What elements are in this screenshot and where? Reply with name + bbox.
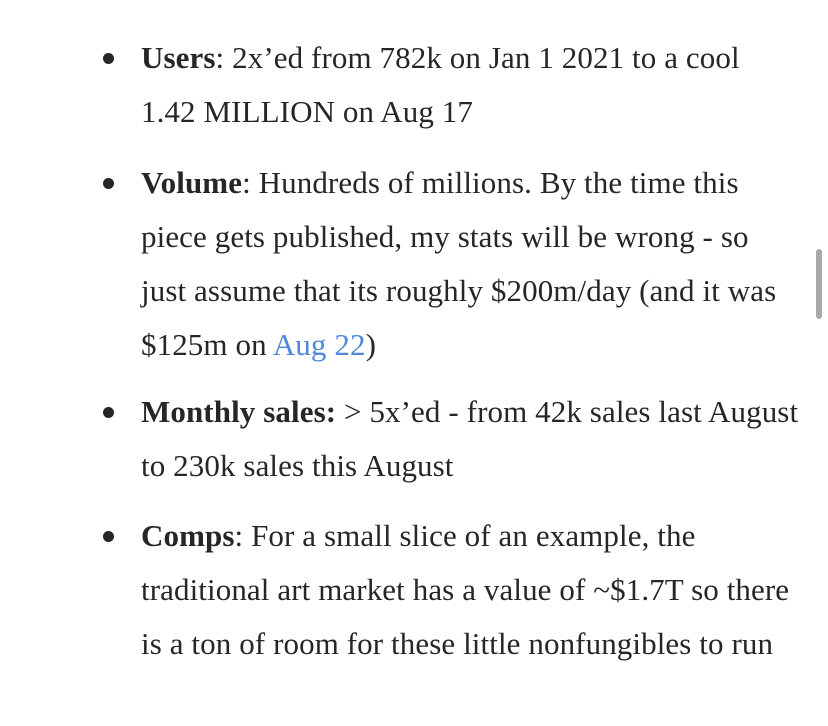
bullet-icon xyxy=(103,178,114,189)
item-text: 2x’ed from 782k on Jan 1 2021 to a cool 1.42 MILLION on Aug 17 xyxy=(141,40,740,129)
list-item-users xyxy=(141,31,801,139)
bullet-icon xyxy=(103,53,114,64)
term-label: Volume xyxy=(141,165,243,200)
term-suffix: : xyxy=(215,40,225,75)
item-text: > 5x’ed - from 42k sales last August to 230k sales this August xyxy=(141,394,799,483)
scrollbar-thumb[interactable] xyxy=(816,249,822,319)
term-label: Users xyxy=(141,40,216,75)
item-text-after-link: ) xyxy=(365,327,376,362)
term-suffix: : xyxy=(242,165,251,200)
date-link[interactable]: Aug 22 xyxy=(272,327,366,362)
bullet-icon xyxy=(103,531,114,542)
item-text: For a small slice of an example, the traditional art market has a value of ~$1.7T so there is a ton of room for these little nonfungibles to run xyxy=(141,518,790,661)
list-item-volume xyxy=(141,156,801,372)
item-text: Hundreds of millions. By the time this piece gets published, my stats will be wrong - so just assume that its roughly $200m/day (and it was $125m on xyxy=(141,165,777,362)
term-label: Comps xyxy=(141,518,235,553)
term-label: Monthly sales: xyxy=(141,394,337,429)
list-item-monthly-sales xyxy=(141,385,801,493)
bullet-icon xyxy=(103,407,114,418)
term-suffix: : xyxy=(234,518,244,553)
list-item-comps xyxy=(141,509,801,671)
